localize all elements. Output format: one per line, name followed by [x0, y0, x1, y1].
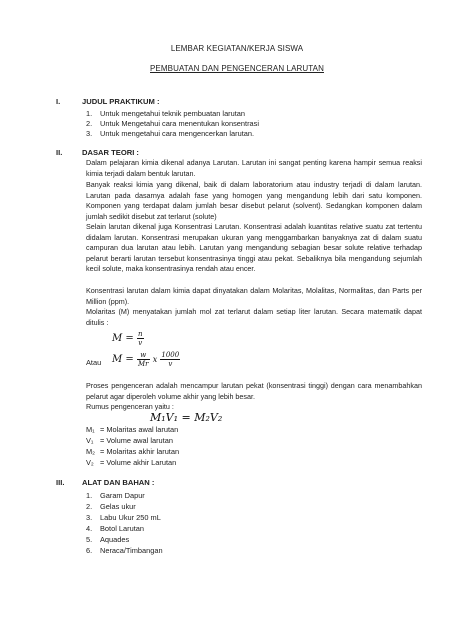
- document-title: LEMBAR KEGIATAN/KERJA SISWA: [170, 44, 304, 53]
- paragraph: Dalam pelajaran kimia dikenal adanya Larutan. Larutan ini sangat penting karena hampir semua reaksi kimia terjadi dalam bentuk larutan.: [86, 158, 422, 178]
- list-item: 6. Neraca/Timbangan: [86, 546, 163, 555]
- variable-definition: M₁ = Molaritas awal larutan: [86, 425, 179, 434]
- section-3-title: ALAT DAN BAHAN :: [82, 478, 155, 487]
- list-item: 3. Untuk mengetahui cara mengencerkan larutan.: [86, 129, 255, 138]
- list-item: 1. Garam Dapur: [86, 491, 145, 500]
- list-item: 1. Untuk mengetahui teknik pembuatan larutan: [86, 109, 246, 118]
- list-item: 2. Gelas ukur: [86, 502, 136, 511]
- paragraph: Konsentrasi larutan dalam kimia dapat dinyatakan dalam Molaritas, Molalitas, Normalitas, dan Parts per Million (ppm).: [86, 286, 422, 306]
- section-2-title: DASAR TEORI :: [82, 148, 139, 157]
- atau-label: Atau: [86, 358, 102, 367]
- list-item: 5. Aquades: [86, 535, 130, 544]
- molarity-mass-formula: M = $\frac{w}{Mr}$ x $\frac{1000}{v}$: [112, 351, 180, 368]
- paragraph: Banyak reaksi kimia yang dikenal, baik di dalam laboratorium atau industry terjadi di dalam larutan. Larutan pada dasarnya adalah fase yang homogen yang mengandung lebih dari satu komponen. Komponen yang terdapat dalam jumlah besar disebut pelarut (solvent). Sedangkan komponen dalam jumlah sedikit disebut zat terlarut (solute): [86, 180, 422, 221]
- variable-definition: V₂ = Volume akhir Larutan: [86, 458, 177, 467]
- section-1-number: I.: [56, 97, 61, 106]
- paragraph: Proses pengenceran adalah mencampur larutan pekat (konsentrasi tinggi) dengan cara menambahkan pelarut agar diperoleh volume akhir yang lebih besar.: [86, 381, 422, 401]
- paragraph: Molaritas (M) menyatakan jumlah mol zat terlarut dalam setiap liter larutan. Secara matematik dapat ditulis :: [86, 307, 422, 327]
- list-item: 4. Botol Larutan: [86, 524, 144, 533]
- section-3-number: III.: [56, 478, 65, 487]
- variable-definition: V₁ = Volume awal larutan: [86, 436, 173, 445]
- section-1-heading: [56, 97, 159, 106]
- section-2-heading: [56, 148, 139, 157]
- list-item: 2. Untuk Mengetahui cara menentukan konsentrasi: [86, 119, 259, 128]
- variable-definition: M₂ = Molaritas akhir larutan: [86, 447, 180, 456]
- section-3-heading: [56, 478, 154, 487]
- dilution-formula: M₁V₁ = M₂V₂: [150, 411, 223, 424]
- section-2-number: II.: [56, 148, 63, 157]
- molarity-formula: M = $\frac{n}{v}$: [112, 330, 143, 347]
- section-1-title: JUDUL PRAKTIKUM :: [82, 97, 160, 106]
- list-item: 3. Labu Ukur 250 mL: [86, 513, 161, 522]
- document-subtitle: PEMBUATAN DAN PENGENCERAN LARUTAN: [150, 64, 324, 73]
- paragraph: Selain larutan dikenal juga Konsentrasi Larutan. Konsentrasi adalah kuantitas relative suatu zat tertentu didalam larutan. Konsentrasi merupakan ukuran yang menggambarkan banyaknya zat di dalam suatu campuran dua larutan atau lebih. Larutan yang mengandung sebagian besar solute relative terhadap pelarut berarti larutan tersebut konsentrasinya tinggi atau pekat. Sebaliknya bila mengandung sejumlah kecil solute, maka konsentrasinya rendah atau encer.: [86, 222, 422, 274]
- paragraph: Rumus pengenceran yaitu :: [86, 402, 174, 411]
